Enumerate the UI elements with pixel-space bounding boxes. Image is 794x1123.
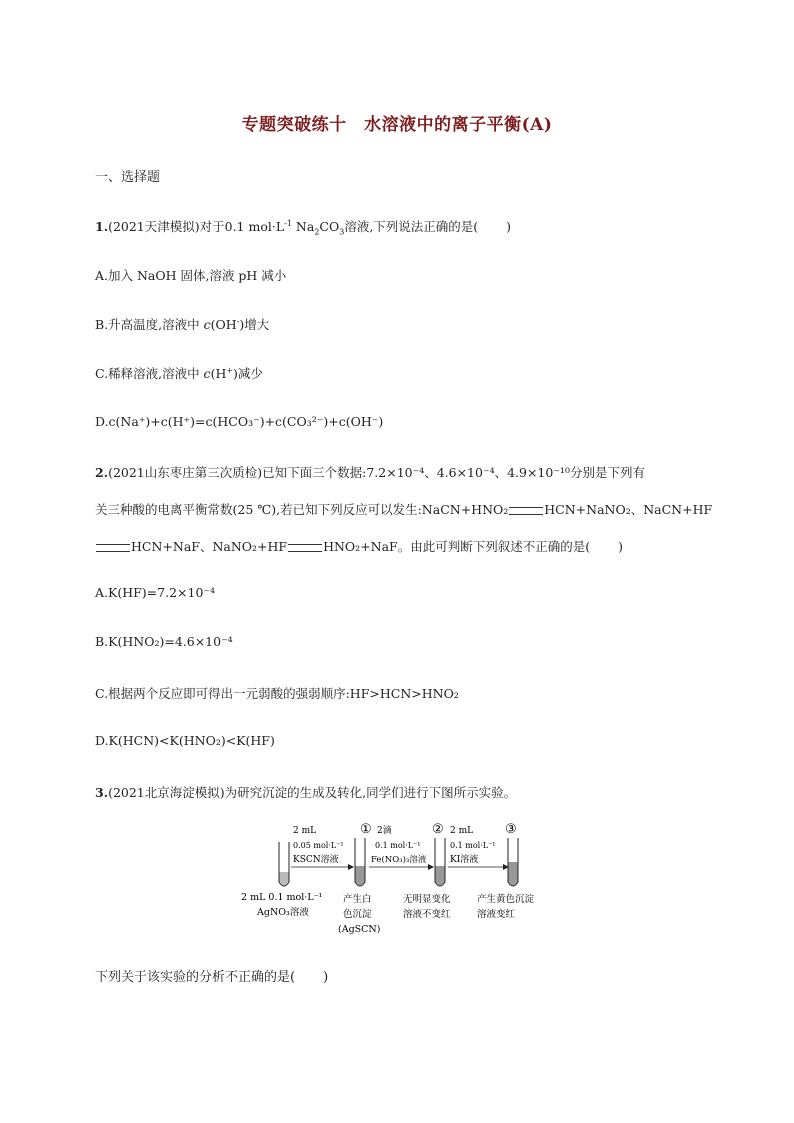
page-title: 专题突破练十 水溶液中的离子平衡(A) xyxy=(241,115,553,135)
step1-conc: 0.05 mol·L⁻¹ xyxy=(293,841,344,850)
test-tube-icon xyxy=(508,838,518,886)
q1-option-d: D.c(Na⁺)+c(H⁺)=c(HCO₃⁻)+c(CO₃²⁻)+c(OH⁻) xyxy=(95,414,384,429)
step2-volume: 2滴 xyxy=(377,826,392,836)
obs2-line2: 溶液不变红 xyxy=(403,909,451,920)
q1-option-c: C.稀释溶液,溶液中 c(H+)减少 xyxy=(95,365,263,381)
step-marker-3: ③ xyxy=(505,822,517,837)
q2-option-a: A.K(HF)=7.2×10⁻⁴ xyxy=(95,585,216,600)
q1-stem: 1.(2021天津模拟)对于0.1 $mol\cdot L^{-1}$ $Na_2CO_3$溶液,下列说法正确的是( ) xyxy=(95,218,512,237)
q2-option-c: C.根据两个反应即可得出一元弱酸的强弱顺序:HF>HCN>HNO₂ xyxy=(95,686,459,701)
step1-volume: 2 mL xyxy=(293,826,317,836)
obs3-line1: 产生黄色沉淀 xyxy=(477,894,535,905)
q3-number: 3. xyxy=(95,785,109,800)
q2-stem-line2: 关三种酸的电离平衡常数(25 ℃),若已知下列反应可以发生:NaCN+HNO₂ HCN+NaNO₂、NaCN+HF xyxy=(95,502,713,517)
equals-sign-icon xyxy=(96,544,130,552)
experiment-diagram xyxy=(235,820,565,945)
q2-number: 2. xyxy=(95,465,109,480)
start-solution-conc: 2 mL 0.1 mol·L⁻¹ xyxy=(241,892,323,903)
start-solution-name: AgNO₃溶液 xyxy=(257,907,309,918)
obs1-line2: 色沉淀 xyxy=(343,909,372,920)
obs2-line1: 无明显变化 xyxy=(403,894,451,905)
test-tube-icon xyxy=(435,838,445,886)
test-tube-icon xyxy=(279,842,289,886)
q3-stem: 3.(2021北京海淀模拟)为研究沉淀的生成及转化,同学们进行下图所示实验。 xyxy=(95,785,517,800)
step-marker-2: ② xyxy=(432,822,444,837)
q2-stem-line3: HCN+NaF、NaNO₂+HF HNO₂+NaF。由此可判断下列叙述不正确的是( ) xyxy=(95,537,623,555)
q1-option-a: A.加入 NaOH 固体,溶液 pH 减小 xyxy=(95,268,287,283)
obs1-line3: (AgSCN) xyxy=(338,924,381,935)
q2-option-d: D.K(HCN)<K(HNO₂)<K(HF) xyxy=(95,733,275,748)
q2-option-b: B.K(HNO₂)=4.6×10⁻⁴ xyxy=(95,634,233,649)
test-tube-icon xyxy=(355,838,365,886)
obs3-line2: 溶液变红 xyxy=(477,909,516,920)
obs1-line1: 产生白 xyxy=(343,894,372,905)
step3-reagent: KI溶液 xyxy=(450,855,479,865)
step-marker-1: ① xyxy=(360,822,372,837)
step3-volume: 2 mL xyxy=(450,826,474,836)
step3-conc: 0.1 mol·L⁻¹ xyxy=(450,841,496,850)
section-heading: 一、选择题 xyxy=(95,170,161,185)
q3-after-figure: 下列关于该实验的分析不正确的是( ) xyxy=(95,970,329,985)
q2-stem-line1: 2.(2021山东枣庄第三次质检)已知下面三个数据:7.2×10⁻⁴、4.6×10⁻⁴、4.9×10⁻¹⁰分别是下列有 xyxy=(95,465,645,480)
q1-option-b: B.升高温度,溶液中 c(OH-)增大 xyxy=(95,316,270,332)
step2-conc: 0.1 mol·L⁻¹ xyxy=(375,841,421,850)
step1-reagent: KSCN溶液 xyxy=(293,855,339,865)
q1-number: 1. xyxy=(95,219,109,234)
step2-reagent: Fe(NO₃)₃溶液 xyxy=(371,855,427,865)
equals-sign-icon xyxy=(509,507,543,515)
equals-sign-icon xyxy=(288,544,322,552)
